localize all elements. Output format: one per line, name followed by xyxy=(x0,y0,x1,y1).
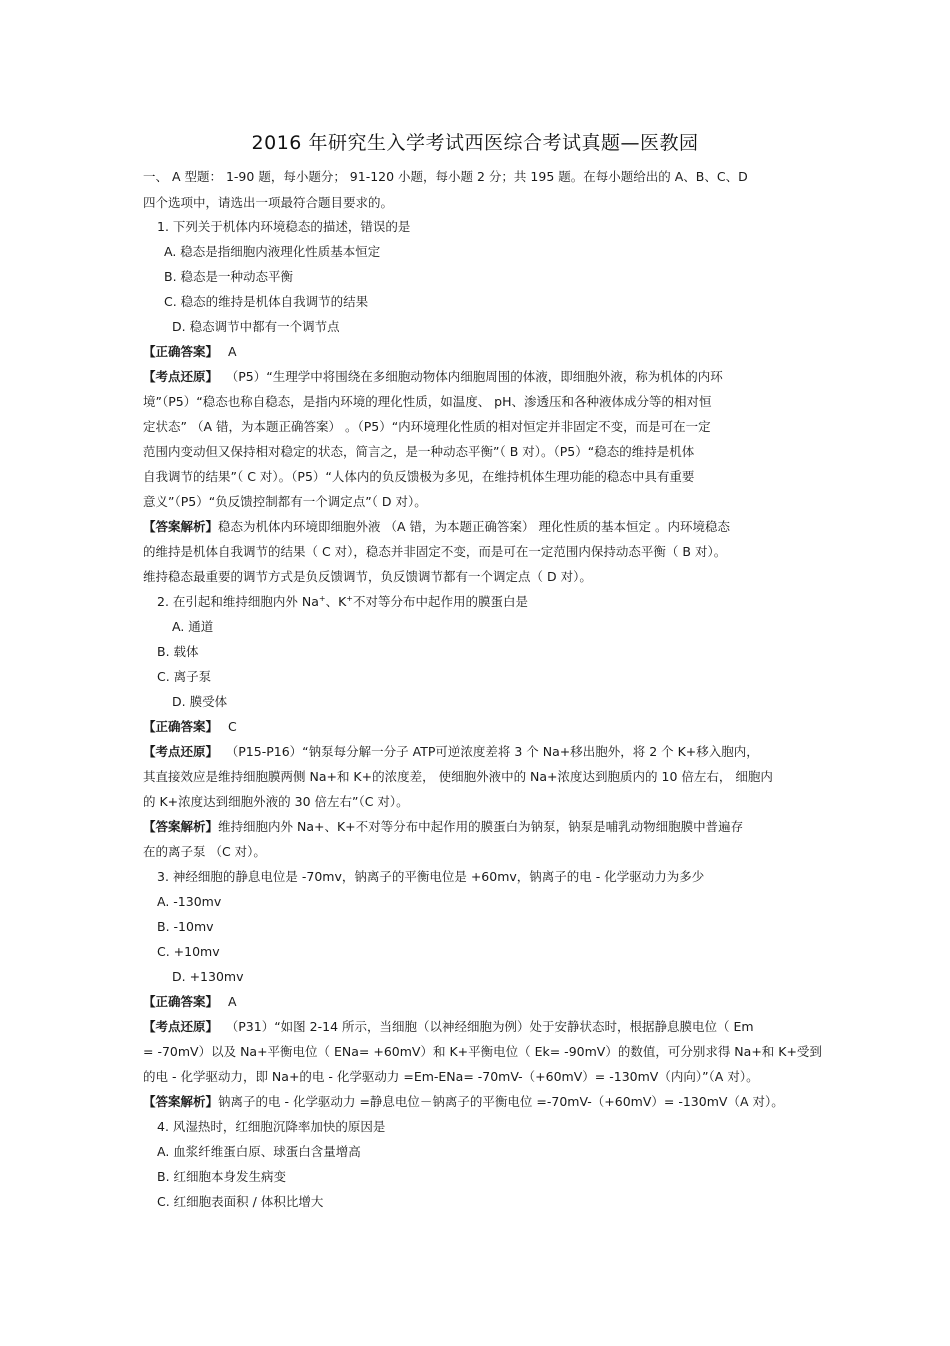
superscript: + xyxy=(346,593,353,603)
question-2-stem xyxy=(157,594,528,610)
stem-mid: 、K xyxy=(325,594,347,609)
section-intro-line-2: 四个选项中，请选出一项最符合题目要求的。 xyxy=(143,195,394,210)
point-text: （P31）“如图 2-14 所示，当细胞（以神经细胞为例）处于安静状态时，根据静息膜电位（ Em xyxy=(232,1019,754,1034)
question-2-analysis-line-2: 在的离子泵 （C 对）。 xyxy=(143,844,266,859)
analysis-text: 维持细胞内外 Na+、K+不对等分布中起作用的膜蛋白为钠泵，钠泵是哺乳动物细胞膜中普遍存 xyxy=(218,819,744,834)
analysis-text: 钠离子的电 - 化学驱动力 =静息电位－钠离子的平衡电位 =-70mV-（+60mV）= -130mV（A 对）。 xyxy=(218,1094,784,1109)
document-title: 2016 年研究生入学考试西医综合考试真题—医教园 xyxy=(251,132,699,154)
question-3-option-b: B. -10mv xyxy=(157,919,214,934)
analysis-tag: 【答案解析】 xyxy=(143,519,219,534)
section-intro-line-1: 一、 A 型题： 1-90 题，每小题分； 91-120 小题，每小题 2 分；共 195 题。在每小题给出的 A、B、C、D xyxy=(143,169,748,184)
question-4-option-c: C. 红细胞表面积 / 体积比增大 xyxy=(157,1194,324,1209)
question-4-option-a: A. 血浆纤维蛋白原、球蛋白含量增高 xyxy=(157,1144,361,1159)
question-1-point-line-3: 定状态” （A 错，为本题正确答案） 。（P5）“内环境理化性质的相对恒定并非固定不变，而是可在一定 xyxy=(143,419,711,434)
question-3-point-line-1 xyxy=(143,1019,754,1035)
question-2-point-line-1 xyxy=(143,744,759,760)
answer-value: A xyxy=(228,994,237,1009)
answer-tag: 【正确答案】 xyxy=(143,344,219,359)
question-2-option-b: B. 载体 xyxy=(157,644,199,659)
question-2-option-d: D. 膜受体 xyxy=(172,694,228,709)
question-2-option-a: A. 通道 xyxy=(172,619,214,634)
question-1-option-b: B. 稳态是一种动态平衡 xyxy=(164,269,294,284)
stem-pre: 2. 在引起和维持细胞内外 Na xyxy=(157,594,319,609)
question-1-point-line-5: 自我调节的结果”（ C 对）。（P5）“人体内的负反馈极为多见，在维持机体生理功能的稳态中具有重要 xyxy=(143,469,695,484)
analysis-tag: 【答案解析】 xyxy=(143,1094,219,1109)
answer-value: C xyxy=(228,719,237,734)
question-3-analysis-line-1 xyxy=(143,1094,784,1110)
question-2-point-line-2: 其直接效应是维持细胞膜两侧 Na+和 K+的浓度差， 使细胞外液中的 Na+浓度达到胞质内的 10 倍左右， 细胞内 xyxy=(143,769,773,784)
answer-tag: 【正确答案】 xyxy=(143,719,219,734)
point-tag: 【考点还原】 xyxy=(143,744,219,759)
answer-value: A xyxy=(228,344,237,359)
point-tag: 【考点还原】 xyxy=(143,369,219,384)
question-3-stem: 3. 神经细胞的静息电位是 -70mv，钠离子的平衡电位是 +60mv，钠离子的电 - 化学驱动力为多少 xyxy=(157,869,705,884)
question-2-point-line-3: 的 K+浓度达到细胞外液的 30 倍左右”（C 对）。 xyxy=(143,794,409,809)
question-2-analysis-line-1 xyxy=(143,819,743,835)
question-3-point-line-3: 的电 - 化学驱动力，即 Na+的电 - 化学驱动力 =Em-ENa= -70mV-（+60mV）= -130mV（内向）”（A 对）。 xyxy=(143,1069,759,1084)
point-text: （P15-P16）“钠泵每分解一分子 ATP可逆浓度差将 3 个 Na+移出胞外，将 2 个 K+移入胞内， xyxy=(232,744,759,759)
question-1-point-line-6: 意义”（P5）“负反馈控制都有一个调定点”（ D 对）。 xyxy=(143,494,427,509)
question-2-option-c: C. 离子泵 xyxy=(157,669,212,684)
question-1-analysis-line-3: 维持稳态最重要的调节方式是负反馈调节，负反馈调节都有一个调定点（ D 对）。 xyxy=(143,569,592,584)
question-1-analysis-line-2: 的维持是机体自我调节的结果（ C 对），稳态并非固定不变，而是可在一定范围内保持动态平衡（ B 对）。 xyxy=(143,544,727,559)
question-1-point-line-4: 范围内变动但又保持相对稳定的状态，简言之，是一种动态平衡”（ B 对）。（P5）“稳态的维持是机体 xyxy=(143,444,695,459)
question-1-stem: 1. 下列关于机体内环境稳态的描述，错误的是 xyxy=(157,219,411,234)
question-1-analysis-line-1 xyxy=(143,519,730,535)
question-1-answer-line xyxy=(143,344,237,360)
answer-tag: 【正确答案】 xyxy=(143,994,219,1009)
question-3-point-line-2: = -70mV）以及 Na+平衡电位（ ENa= +60mV）和 K+平衡电位（ Ek= -90mV）的数值，可分别求得 Na+和 K+受到 xyxy=(143,1044,822,1059)
stem-post: 不对等分布中起作用的膜蛋白是 xyxy=(353,594,529,609)
question-1-option-a: A. 稳态是指细胞内液理化性质基本恒定 xyxy=(164,244,381,259)
superscript: + xyxy=(318,593,326,603)
question-3-option-d: D. +130mv xyxy=(172,969,244,984)
question-4-stem: 4. 风湿热时，红细胞沉降率加快的原因是 xyxy=(157,1119,386,1134)
point-tag: 【考点还原】 xyxy=(143,1019,219,1034)
question-1-point-line-1 xyxy=(143,369,723,385)
question-3-option-c: C. +10mv xyxy=(157,944,220,959)
analysis-tag: 【答案解析】 xyxy=(143,819,219,834)
analysis-text: 稳态为机体内环境即细胞外液 （A 错，为本题正确答案） 理化性质的基本恒定 。内环境稳态 xyxy=(218,519,730,534)
question-3-answer-line xyxy=(143,994,237,1010)
question-1-point-line-2: 境”（P5）“稳态也称自稳态，是指内环境的理化性质，如温度、 pH、渗透压和各种液体成分等的相对恒 xyxy=(143,394,712,409)
question-1-option-c: C. 稳态的维持是机体自我调节的结果 xyxy=(164,294,369,309)
question-3-option-a: A. -130mv xyxy=(157,894,222,909)
question-4-option-b: B. 红细胞本身发生病变 xyxy=(157,1169,287,1184)
question-2-answer-line xyxy=(143,719,237,735)
question-1-option-d: D. 稳态调节中都有一个调节点 xyxy=(172,319,340,334)
point-text: （P5）“生理学中将围绕在多细胞动物体内细胞周围的体液，即细胞外液，称为机体的内环 xyxy=(232,369,723,384)
